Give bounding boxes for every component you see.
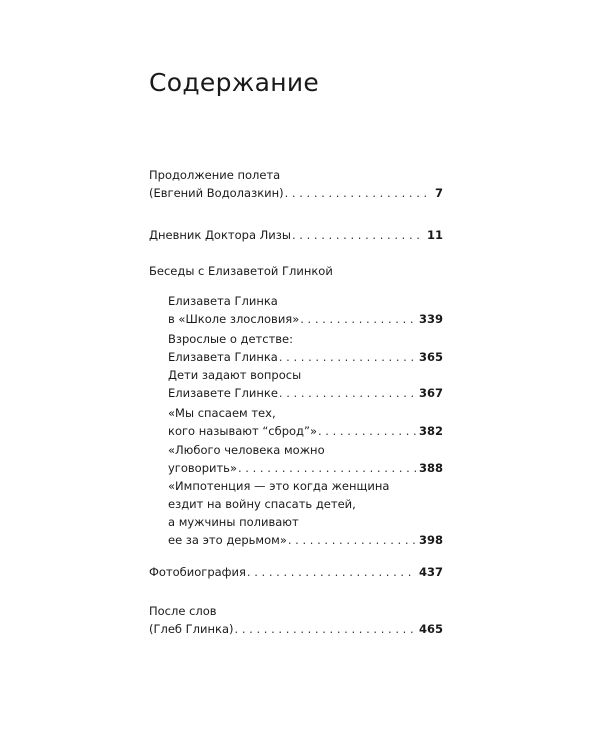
toc-entry-title: ее за это дерьмом» bbox=[168, 533, 287, 547]
toc-entry-title: Дневник Доктора Лизы bbox=[149, 228, 291, 242]
dot-leader bbox=[238, 459, 416, 477]
dot-leader bbox=[235, 620, 416, 638]
toc-entry[interactable] bbox=[149, 226, 443, 244]
dot-leader bbox=[279, 384, 416, 402]
toc-section-heading: Беседы с Елизаветой Глинкой bbox=[149, 264, 333, 278]
toc-entry-title: Взрослые о детстве: bbox=[168, 332, 293, 346]
toc-subentry[interactable] bbox=[168, 477, 443, 549]
dot-leader bbox=[288, 531, 416, 549]
toc-entry-title: Продолжение полета bbox=[149, 168, 281, 182]
toc-subentry[interactable] bbox=[168, 292, 443, 328]
page-number: 339 bbox=[418, 312, 443, 326]
toc-entry-title: Елизавета Глинка bbox=[168, 294, 278, 308]
toc-entry[interactable] bbox=[149, 563, 443, 581]
toc-subentry[interactable] bbox=[168, 441, 443, 477]
page-title: Содержание bbox=[149, 68, 320, 97]
toc-entry-title: (Евгений Водолазкин) bbox=[149, 186, 284, 200]
toc-entry-title: «Мы спасаем тех, bbox=[168, 406, 276, 420]
toc-subentry[interactable] bbox=[168, 330, 443, 366]
dot-leader bbox=[318, 422, 416, 440]
page-number: 365 bbox=[418, 350, 443, 364]
toc-entry[interactable] bbox=[149, 602, 443, 638]
page-number: 367 bbox=[418, 386, 443, 400]
dot-leader bbox=[279, 348, 416, 366]
page-number: 398 bbox=[418, 533, 443, 547]
toc-entry-title: «Импотенция — это когда женщина bbox=[168, 479, 390, 493]
toc-entry-title: а мужчины поливают bbox=[168, 515, 299, 529]
page-number: 382 bbox=[418, 424, 443, 438]
toc-entry-title: «Любого человека можно bbox=[168, 443, 325, 457]
toc-subentry[interactable] bbox=[168, 366, 443, 402]
page-number: 11 bbox=[426, 228, 443, 242]
toc-entry-title: Фотобиография bbox=[149, 565, 246, 579]
page-number: 437 bbox=[418, 565, 443, 579]
dot-leader bbox=[247, 563, 416, 581]
toc-entry-title: кого называют “сброд”» bbox=[168, 424, 317, 438]
page-number: 388 bbox=[418, 461, 443, 475]
toc-entry[interactable] bbox=[149, 166, 443, 202]
toc-entry-title: Дети задают вопросы bbox=[168, 368, 302, 382]
toc-entry-title: Елизавете Глинке bbox=[168, 386, 278, 400]
toc-entry-title: Елизавета Глинка bbox=[168, 350, 278, 364]
dot-leader bbox=[285, 184, 432, 202]
toc-entry-title: После слов bbox=[149, 604, 217, 618]
toc-entry-title: уговорить» bbox=[168, 461, 237, 475]
toc-subentry[interactable] bbox=[168, 404, 443, 440]
toc-entry-title: ездит на войну спасать детей, bbox=[168, 497, 356, 511]
page-number: 465 bbox=[418, 622, 443, 636]
dot-leader bbox=[292, 226, 424, 244]
page-number: 7 bbox=[434, 186, 443, 200]
toc-entry-title: в «Школе злословия» bbox=[168, 312, 300, 326]
toc-entry-title: (Глеб Глинка) bbox=[149, 622, 234, 636]
dot-leader bbox=[300, 310, 416, 328]
